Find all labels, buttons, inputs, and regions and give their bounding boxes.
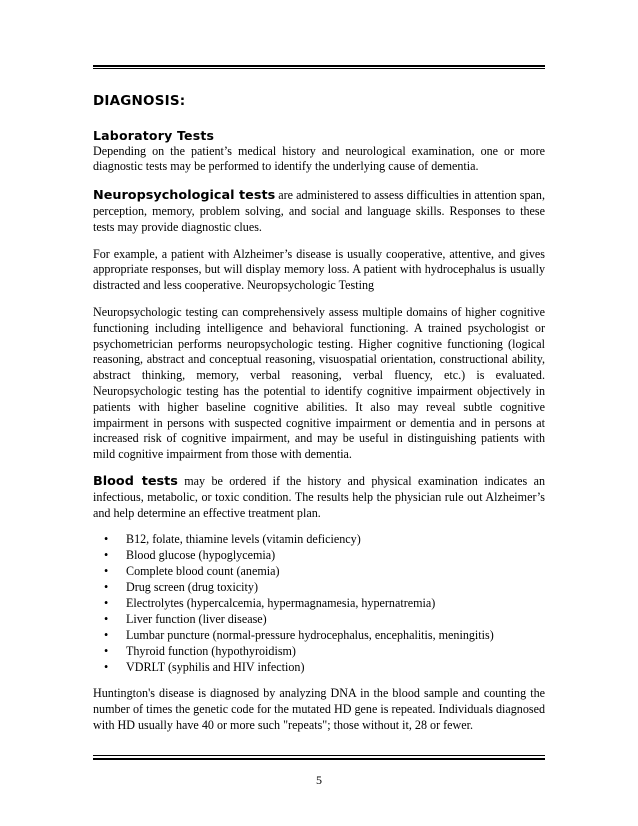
example-paragraph: For example, a patient with Alzheimer’s disease is usually cooperative, attentive, and gives appropriate responses, but will display memory loss. A patient with hydrocephalus is usually distracted and less cooperative. Neuropsychologic Testing bbox=[93, 246, 545, 293]
blood-tests-text: may be ordered if the history and physical examination indicates an infectious, metabolic, or toxic condition. The results help the physician rule out Alzheimer’s and help determine an effective treatment plan. bbox=[93, 473, 545, 520]
lab-tests-paragraph: Depending on the patient’s medical history and neurological examination, one or more diagnostic tests may be performed to identify the underlying cause of dementia. bbox=[93, 143, 545, 174]
list-item: • Thyroid function (hypothyroidism) bbox=[126, 644, 545, 660]
list-item: • Blood glucose (hypoglycemia) bbox=[126, 548, 545, 564]
neuro-tests-heading: Neuropsychological tests bbox=[93, 188, 276, 204]
neuro-testing-paragraph: Neuropsychologic testing can comprehensively assess multiple domains of higher cognitive functioning including intelligence and behavioral functioning. A trained psychologist or psychometrician performs neuropsychologic testing. Higher cognitive functioning (logical reasoning, abstract and conceptual reasoning, visuospatial orientation, constructional ability, abstract thinking, memory, verbal reasoning, verbal fluency, etc.) is evaluated. Neuropsychologic testing has the potential to identify cognitive impairment objectively in patients with higher baseline cognitive abilities. It also may reveal subtle cognitive impairment in persons with suspected cognitive impairment or dementia and in persons at increased risk of cognitive impairment, and may be useful in distinguishing patients with mild cognitive impairment from those with dementia. bbox=[93, 304, 545, 462]
list-item: • Complete blood count (anemia) bbox=[126, 564, 545, 580]
neuro-tests-text: are administered to assess difficulties in attention span, perception, memory, problem solving, and social and language skills. Responses to these tests may provide diagnostic clues. bbox=[93, 188, 545, 234]
list-item: • Electrolytes (hypercalcemia, hypermagnamesia, hypernatremia) bbox=[126, 596, 545, 612]
blood-tests-paragraph bbox=[93, 474, 545, 521]
list-item: • Lumbar puncture (normal-pressure hydrocephalus, encephalitis, meningitis) bbox=[126, 628, 545, 644]
huntington-paragraph: Huntington's disease is diagnosed by analyzing DNA in the blood sample and counting the number of times the genetic code for the mutated HD gene is repeated. Individuals diagnosed with HD usually have 40 or more such "repeats"; those without it, 28 or fewer. bbox=[93, 686, 545, 733]
list-item: • VDRLT (syphilis and HIV infection) bbox=[126, 660, 545, 676]
list-item: • Drug screen (drug toxicity) bbox=[126, 580, 545, 596]
blood-tests-list bbox=[93, 532, 545, 675]
blood-tests-heading: Blood tests bbox=[93, 473, 178, 489]
footer-rule bbox=[93, 758, 545, 760]
list-item: • B12, folate, thiamine levels (vitamin deficiency) bbox=[126, 532, 545, 548]
section-heading: DIAGNOSIS: bbox=[93, 93, 186, 109]
list-item: • Liver function (liver disease) bbox=[126, 612, 545, 628]
page-number: 5 bbox=[316, 773, 322, 787]
page-content bbox=[93, 94, 545, 745]
neuro-tests-paragraph bbox=[93, 188, 545, 235]
footer-rule-thin bbox=[93, 755, 545, 756]
header-rule bbox=[93, 65, 545, 67]
lab-tests-heading: Laboratory Tests bbox=[93, 127, 215, 143]
header-rule-thin bbox=[93, 68, 545, 69]
